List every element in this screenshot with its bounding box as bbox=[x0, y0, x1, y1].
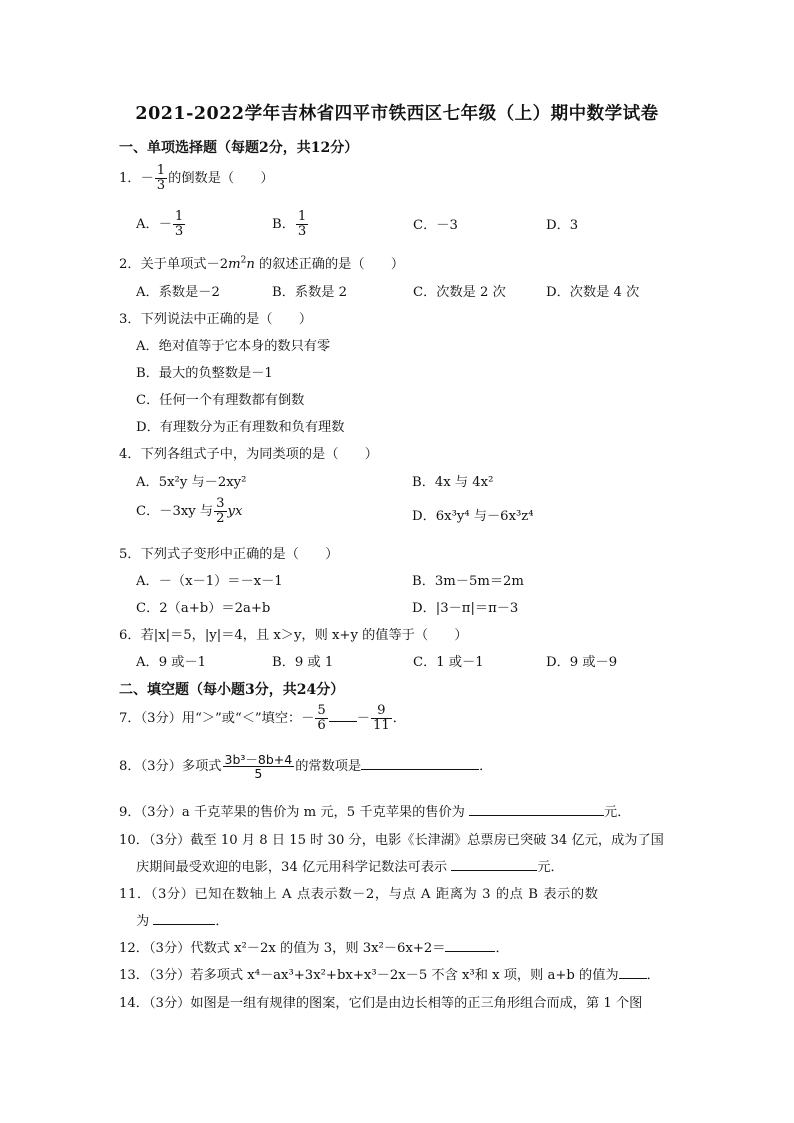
question-9 bbox=[119, 801, 630, 820]
punctuation: ． bbox=[215, 914, 229, 929]
punctuation: ． bbox=[495, 941, 509, 956]
numerator: 1 bbox=[174, 209, 184, 224]
option-c bbox=[136, 497, 242, 526]
option-a: A．5x²y 与－2xy² bbox=[136, 475, 247, 490]
option-d: D．次数是 4 次 bbox=[546, 285, 640, 300]
question-text: 庆期间最受欢迎的电影，34 亿元用科学记数法可表示 bbox=[136, 860, 448, 875]
question-8 bbox=[119, 753, 492, 780]
answer-blank[interactable] bbox=[469, 803, 604, 816]
fraction bbox=[223, 753, 295, 780]
question-12 bbox=[119, 937, 509, 956]
question-10: 10．（3分）截至 10 月 8 日 15 时 30 分，电影《长津湖》总票房已突破 34 亿元，成为了国 bbox=[119, 833, 664, 848]
option-label: B． bbox=[272, 216, 295, 232]
option-a: A．－（x－1）＝－x－1 bbox=[136, 574, 283, 589]
denominator: 6 bbox=[317, 717, 326, 733]
question-text: 12．（3分）代数式 x²－2x 的值为 3，则 3x²－6x+2＝ bbox=[119, 941, 446, 956]
numerator: 1 bbox=[156, 163, 166, 178]
fraction bbox=[315, 704, 327, 733]
exponent: 2 bbox=[240, 255, 247, 266]
question-10-line-2 bbox=[136, 856, 564, 875]
question-6: 6．若|x|＝5，|y|＝4，且 x＞y，则 x+y 的值等于（ ） bbox=[119, 628, 468, 643]
question-13 bbox=[119, 964, 660, 983]
punctuation: ． bbox=[646, 968, 660, 983]
answer-blank[interactable] bbox=[361, 757, 479, 770]
option-b bbox=[272, 210, 309, 239]
denominator: 5 bbox=[254, 766, 263, 782]
fraction bbox=[296, 210, 308, 239]
option-b: B．4x 与 4x² bbox=[412, 475, 494, 490]
denominator: 3 bbox=[174, 223, 184, 239]
section-heading-1: 一、单项选择题（每题2分，共12分） bbox=[119, 140, 359, 156]
question-text: 的叙述正确的是（ ） bbox=[254, 257, 405, 272]
option-d: D．6x³y⁴ 与－6x³z⁴ bbox=[412, 509, 534, 524]
option-b: B．系数是 2 bbox=[272, 285, 348, 300]
option-b: B．9 或 1 bbox=[272, 655, 334, 670]
numerator: 3b³－8b+4 bbox=[224, 752, 293, 767]
question-3: 3．下列说法中正确的是（ ） bbox=[119, 312, 313, 327]
option-c: C．2（a+b）＝2a+b bbox=[136, 601, 271, 616]
question-text: 2．关于单项式－2 bbox=[119, 257, 229, 272]
option-c: C．次数是 2 次 bbox=[413, 285, 506, 300]
fraction bbox=[173, 210, 185, 239]
punctuation: ． bbox=[392, 710, 406, 726]
question-text: 为 bbox=[136, 914, 150, 929]
minus-sign: － bbox=[140, 170, 154, 186]
question-text: 8．（3分）多项式 bbox=[119, 759, 222, 775]
page-title: 2021-2022学年吉林省四平市铁西区七年级（上）期中数学试卷 bbox=[135, 104, 659, 124]
option-d: D．有理数分为正有理数和负有理数 bbox=[136, 420, 345, 435]
option-a bbox=[136, 210, 186, 239]
option-label: C．－3xy 与 bbox=[136, 503, 214, 519]
minus-sign: － bbox=[356, 710, 370, 726]
question-text: 元． bbox=[537, 860, 564, 875]
question-4: 4．下列各组式子中，为同类项的是（ ） bbox=[119, 447, 378, 462]
answer-blank[interactable] bbox=[451, 858, 537, 871]
punctuation: ． bbox=[479, 759, 493, 775]
question-11-line-2 bbox=[136, 910, 229, 929]
variable: yx bbox=[227, 503, 243, 519]
question-2 bbox=[119, 253, 404, 272]
denominator: 11 bbox=[372, 717, 390, 733]
numerator: 1 bbox=[297, 209, 307, 224]
option-d: D．9 或－9 bbox=[546, 655, 618, 670]
option-c: C．－3 bbox=[413, 218, 458, 233]
question-text: 9．（3分）a 千克苹果的售价为 m 元，5 千克苹果的售价为 bbox=[119, 805, 465, 820]
denominator: 3 bbox=[297, 223, 307, 239]
answer-blank[interactable] bbox=[329, 709, 357, 722]
answer-blank[interactable] bbox=[153, 912, 215, 925]
question-14: 14．（3分）如图是一组有规律的图案，它们是由边长相等的正三角形组合而成，第 1 个图 bbox=[119, 996, 643, 1011]
fraction bbox=[371, 704, 392, 733]
numerator: 5 bbox=[317, 703, 326, 718]
fraction bbox=[214, 497, 226, 526]
option-a: A．9 或－1 bbox=[136, 655, 207, 670]
option-label: A．－ bbox=[136, 216, 172, 232]
option-b: B．3m－5m＝2m bbox=[412, 574, 524, 589]
question-text: 的倒数是（ ） bbox=[168, 170, 274, 186]
variable: n bbox=[246, 257, 255, 272]
denominator: 3 bbox=[156, 177, 166, 193]
section-heading-2: 二、填空题（每小题3分，共24分） bbox=[119, 682, 345, 698]
question-text: 元． bbox=[604, 805, 631, 820]
option-c: C．任何一个有理数都有倒数 bbox=[136, 393, 305, 408]
question-1 bbox=[119, 164, 274, 193]
question-number: 1． bbox=[119, 170, 141, 186]
question-text: 13．（3分）若多项式 x⁴－ax³+3x²+bx+x³－2x－5 不含 x³和 x 项，则 a+b 的值为 bbox=[119, 968, 619, 983]
question-text: 的常数项是 bbox=[295, 759, 362, 775]
question-11: 11．（3分）已知在数轴上 A 点表示数－2，与点 A 距离为 3 的点 B 表示的数 bbox=[119, 887, 599, 902]
option-b: B．最大的负整数是－1 bbox=[136, 366, 273, 381]
denominator: 2 bbox=[216, 510, 225, 526]
question-text: 7．（3分）用“＞”或“＜”填空：－ bbox=[119, 710, 315, 726]
answer-blank[interactable] bbox=[445, 939, 495, 952]
option-d: D．3 bbox=[546, 218, 579, 233]
numerator: 9 bbox=[371, 704, 392, 719]
numerator: 3 bbox=[216, 496, 225, 511]
question-7 bbox=[119, 704, 406, 733]
option-d: D．|3－π|＝π－3 bbox=[412, 601, 519, 616]
fraction bbox=[155, 164, 167, 193]
option-a: A．系数是－2 bbox=[136, 285, 220, 300]
question-5: 5．下列式子变形中正确的是（ ） bbox=[119, 547, 339, 562]
option-c: C．1 或－1 bbox=[413, 655, 484, 670]
variable: m bbox=[228, 257, 241, 272]
option-a: A．绝对值等于它本身的数只有零 bbox=[136, 339, 331, 354]
answer-blank[interactable] bbox=[619, 966, 647, 979]
